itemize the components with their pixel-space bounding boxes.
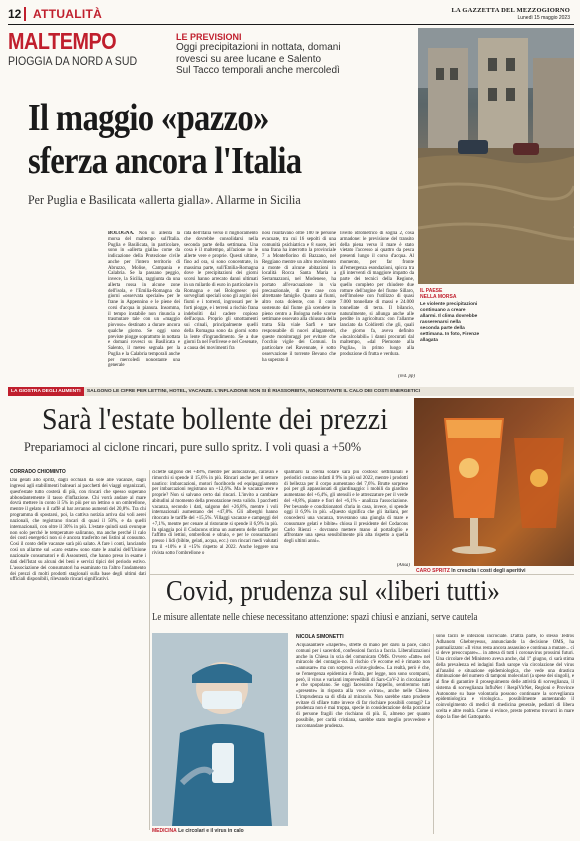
medical-worker-icon <box>152 633 288 826</box>
divider <box>149 470 150 830</box>
covid-col-2-text: sono facili le infezioni incrociate. D'altra parte, lo stesso Tedros Adhanom Ghebreyesus, annunciando la decisione OMS, ha puntualizzato: «Il virus resta ancora assassino e continua a mutare... ci si deve preoccupare»... in attesa di tutti i coronavirus prossimi futuri. Una circolare del Ministero aveva anche, dal 1° giugno, ci sarà stima della prevalenza ed indagini flash sarope via circolazione del virus all'analisi e situazione epidemiologica, che vede una drastica diminuzione del numero di tamponi molecolari (a spese dei singoli), e al fine di garantire il proseguimento delle attività di sorveglianza, il sistema di sorveglianza InfluNet / RespiVirNet, Regioni e Province Autonome su base volontaria possono continuare la sorveglianza epidemiologica e virologica... possibilmente aumentando il coinvolgimento di medici di medicina generale, pediatri di libera scelta e altre realtà. Come si evince, presto potremo trovarci in mare dopo la fine del Gattopardo. <box>436 634 574 720</box>
divider <box>150 574 574 575</box>
covid-caption-text: Le circolari e il virus in calo <box>178 828 244 834</box>
forecast-line-1: Oggi precipitazioni in nottata, domani <box>176 42 341 53</box>
prices-col-3 <box>284 470 408 562</box>
sidebar-caption: Le violente precipitazioni continuano a creare allarmi. Il clima dovrebbe rasserenarsi nella seconda parte della settimana. In foto, Firenze allagata <box>420 302 480 343</box>
issue-date: Lunedì 15 maggio 2023 <box>517 15 570 21</box>
kicker-title: MALTEMPO <box>8 28 117 54</box>
covid-col-1 <box>296 643 430 835</box>
main-subheadline: Per Puglia e Basilicata «allerta gialla». Allarme in Sicilia <box>28 192 301 207</box>
covid-headline: Covid, prudenza sul «liberi tutti» <box>166 576 500 607</box>
covid-photo-caption <box>152 828 292 834</box>
section-title: ATTUALITÀ <box>33 7 103 21</box>
main-article-col-4 <box>340 231 414 373</box>
covid-col-2 <box>436 634 574 835</box>
flood-photo <box>418 28 574 284</box>
main-col-4-text: livello idrometrico di soglia 2, cosa armadone: le previsione del transito della piena verso il mare è stato vietato l'accesso ai quattro da pesca presenti lungo il corso d'acqua. Al momento, per far fronte all'emergenza esondazioni, spicca tra gli interventi di maggiore impatto da parte dei tecnici della Regione, quello completo per chiudere due rotture dell'argine del fiume Sillaro, nell'Imolese con l'utilizzo di quasi 7.000 tonnellate di massi e 24.000 tonnellate di terra. Il bilancio, naturalmente, si allunga anche alle perdite in agricoltura: con l'allarme lanciato da Coldiretti che gli, quali che giorno fa, aveva definito «incalcolabili» i danni procurati dal maltempo, «dal Piemonte alla Puglia», in primo luogo alla produzione di frutta e verdura. <box>340 231 414 357</box>
prices-overline-text: SALGONO LE CIFRE PER LETTINI, HOTEL, VACANZE. L'INFLAZIONE NON SI È RIASSORBITA, NONOSTANTE IL CALO DEI COSTI ENERGETICI <box>86 389 421 394</box>
sidebar-label-2: NELLA MORSA <box>420 294 457 300</box>
newspaper-name: LA GAZZETTA DEL MEZZOGIORNO <box>451 7 570 14</box>
prices-col-1-text: Dai gelati allo spritz, dagli occhiali da sole alle vacanze, dagli ingressi agli stabilimenti balneari ai pacchetti dei viaggi organizzati, quest'estate tutto costerà di più, con rincari che spesso superano abbondantemente il tasso d'inflazione. Chi vorrà andare al mare dovrà mettere in conto il 5% in più per un lettino o un ombrellone, mentre il gelato o il caffè al bar avranno aumenti del 20,8%. Tra chi programma di spostarsi, poi, la cattiva notizia arriva dai voli aerei nazionali, che registrano rincari di quasi il 50%, e da quelli internazionali, con oltre il 30% in più. L'estate quindi sarà ovunque non solo perché le temperature saliranno, ma anche perché il calo dei costi energetici non si è ancora trasferito nei listini al consumo. Così il conto delle vacanze sarà più salato. A fare i conti, lanciando così un allarme sul «caro estate» sono state le analisi dell'Unione nazionale consumatori e di Assoutenti, che hanno preso in esame i dati dell'Istat su alcuni dei beni e servizi tipici del periodo estivo. L'associazione dei consumatori ha esaminato tra l'altro l'andamento dei prezzi di molti prodotti stagionali sulla base degli ultimi dati ufficiali disponibili, rilevando rincari significativi. <box>10 478 146 583</box>
main-headline-line-2: sferza ancora l'Italia <box>28 140 302 182</box>
main-article-signature: (red. pp) <box>398 374 415 379</box>
spritz-caption-text: In crescita i costi degli aperitivi <box>451 568 526 574</box>
main-article-col-1 <box>108 231 180 381</box>
sidebar-box <box>420 288 480 380</box>
main-col-3-text: nosi risultavano oltre 100 le persone evacuate, tra cui 16 sepolti di una comunità psichiatrica e 8 suore, ieri una frana ha interrotto la provinciale 7 a Montefiorino di Bazzano, nel Reggiano mentre un altro movimento a monte di alcune abitazioni in località Rocca Santa Maria a Serramazzoni, nel Modenese, ha portato all'evacuazione in via precauzionale, di tre case con altrettante famiglie. Quanto ai fiumi, altro nota dolente, con il conte sostenuto dal fiume già scendete in pieno centro a Bologna nelle scorse settimane ossevato alla chiusura della tratta Sila viale Sarfi e tare responsabile di nuovi allagamenti, queste monitoraggi per evitare che l'occhio vigile dei Comuni. In particolare nel Ravennate, è sotto osservazione il torrente Bevano che ha superato il <box>262 231 336 363</box>
spritz-caption-label: CARO SPRITZ <box>416 568 450 574</box>
main-article-col-2 <box>184 231 258 381</box>
spritz-glass-icon <box>414 398 574 566</box>
prices-col-3-text: spalmarsi la crema solare sarà più costoso: settimanali e periodici costano infatti il 9% in più sul 2022, mentre i prodotti di bellezza per il corpo aumentano del 7,6%. Brutte sorprese poi per gli appassionati di giardinaggio: i mobili da giardino aumentano del +6,4%, gli utensili e le attrezzature per il verde del +8,8%, piante e fiori del +6,1% - analizza l'associazione. Per bevande e condizionatori d'aria in casa, invece, si spende oggi il 6,9% in più. «Questo significa che gli italiani, per concedersi una vacanza, troveranno una giungla di mare e consumare gelati e bibite» chiosa il presidente del Codacons Carlo Rienzi - dovranno mettere mano al portafoglio e affrontare una spesa sensibilmente più alta rispetto a quella degli ultimi anni». <box>284 470 408 544</box>
kicker-subtitle: PIOGGIA DA NORD A SUD <box>8 54 138 68</box>
covid-byline: NICOLA SIMONETTI <box>296 634 344 640</box>
forecast-label: LE PREVISIONI <box>176 32 242 42</box>
prices-col-1 <box>10 478 146 833</box>
forecast-box <box>176 32 396 92</box>
main-article-col-3 <box>262 231 336 381</box>
prices-col-2-text: ciclette salgono del +48%, mentre per autocaravan, caravan e rimorchi si spende il 15,6% in più. Rincari anche per il settore nautico: imbarcazioni, motori fuoribordo ed equipaggiamento per imbarcazioni registrano un +12,6%. Ma le vacanze vere e proprie? Non si salvano certo dai rincari. L'invito a cambiare abitudini al momento della prenotazione resta valido. I pacchetti vacanza, secondo i dati, salgono del +26,8%, mentre i voli internazionali aumentano del +47,8%. Gli alberghi hanno ritoccato le tariffe del +15,5%. Villaggi vacanze e campeggi del +7,1%, mentre per cenare al ristorante si spende il 6,9% in più. In spiaggia poi il Codacons stima un aumento delle tariffe per l'affitto di lettini, ombrelloni e sdraio, e per le consumazioni presso i lidi (bibite, gelati, acqua, ecc.) con rincari medi valutati tra il +10% e il +15% rispetto al 2022. Anche leggere una rivista sotto l'ombrellone o <box>152 470 278 556</box>
sidebar-label-1: IL PAESE <box>420 288 443 294</box>
prices-byline: CORRADO CHIOMINTO <box>10 469 66 475</box>
divider <box>433 634 434 834</box>
covid-photo <box>152 633 288 826</box>
forecast-line-3: Sul Tacco temporali anche mercoledì <box>176 65 340 76</box>
prices-headline: Sarà l'estate bollente dei prezzi <box>42 401 388 436</box>
main-dateline: BOLOGNA. <box>108 231 135 236</box>
covid-caption-label: MEDICINA <box>152 828 177 834</box>
page-header <box>8 7 574 23</box>
flood-scene-icon <box>418 28 574 284</box>
prices-overline-label: LA GIOSTRA DEGLI AUMENTI <box>8 387 84 396</box>
main-headline-line-1: Il maggio «pazzo» <box>28 97 269 139</box>
covid-col-1-text: Acquasantiere «riaperte», strette di mano per darsi la pace, calici comuni per i sacerdoti, confessioni faccia a faccia. Liberalizzazioni anche in Chiesa in scia del comunicato OMS. Ovvero «fatte» nel miracolo del contagio-no. Il rischio c'è eccome ed è rimasto non «annusare» ma con sorpresa «virus-giudeo». La realtà, però è che, se l'emergenza epidemica è finita, per legge, non sono scomparsi, però, il virus e varianti imprevedibili di Sars-CoV-2 in circolazione e che spopolano. Se oggi facessimo l'appello, sentiremmo tutti «presente» in risposta alla voce «virus», anche nelle Chiese. L'imprudenza sa di sfida al miracolo. Non sarebbe stato prudente evitare di sfilare tutte invece di far rischiare possibili contagi? La prudenza non è mai troppa, specie in considerazione della porzione di persone fragili che rischiano di più. E, almeno per quanto possibile, per carità cristiana, sarebbe stato meglio provvedere e raccomandare prudenza. <box>296 643 430 729</box>
page-number: 12 <box>8 7 26 21</box>
covid-subheadline: Le misure allentate nelle chiese necessitano attenzione: spazi chiusi e anziani, serve cautela <box>152 612 478 623</box>
main-col-2-text: rata dell'Italia verso il miglioramento che dovrebbe consolidarsi nella seconda parte della settimana. Una cosa è il maltempo, all'azione no le allerte vere e proprie. Questi ultime, fino ad ora, si sono concentrate, in massima parte, sull'Emilia-Romagna dove le precipitazioni dei giorni scorsi hanno arrecato danni ultimati in un milardo di euro in particolare in Romagna e nel Bolognese: qui sorvegliati speciali sono gli argini dei fiumi e i torrenti, ingrossati per le forti piogge, e i terreni a rischio frana indeboliti dal cadere copioso dell'acqua. Proprio gli smottamenti sui crinali, principalmente quelli della Romagna sono da giorni sotto la lente d'ingrandimento. Se a due giorni fa nel Forlivese e nel Cesenate, a causa dei movimenti fra <box>184 231 258 351</box>
prices-subheadline: Prepariamoci al ciclone rincari, pure sullo spritz. I voli quasi a +50% <box>24 439 362 454</box>
header-rule <box>8 24 574 25</box>
prices-col-2 <box>152 470 278 580</box>
spritz-photo <box>414 398 574 566</box>
prices-overline <box>8 387 574 396</box>
forecast-line-2: rovesci su aree lucane e Salento <box>176 53 322 65</box>
main-col-1-text: Non si allenta la morsa del maltempo sull'Italia. Puglia e Basilicata, in particolare, sono in «allerta gialla» come da indicazione della Protezione civile anche per l'intero territorio di Abruzzo, Molise, Campania e Calabria. Se la passano peggio, invece, la Sicilia, raggiunta da una allerta rossa in alcune zone dell'isola, e l'Emilia-Romagna da giorni «osservata speciale» per le frane in Appennino e le piene dei corsi d'acqua in pianura. Insomma, il tempo instabile non rinuncia a trasmutare tale con un «maggio piovoso» destinato a durare ancora qualche giorno. Se oggi sono previste piogge soprattutto in nottata e domani rovesci su Basilicata e Salento, il meteo segnala per la Puglia e la Calabria temporali anche per mercoledì nonostante una generale <box>108 231 180 369</box>
prices-signature: (Ansa) <box>396 563 410 568</box>
